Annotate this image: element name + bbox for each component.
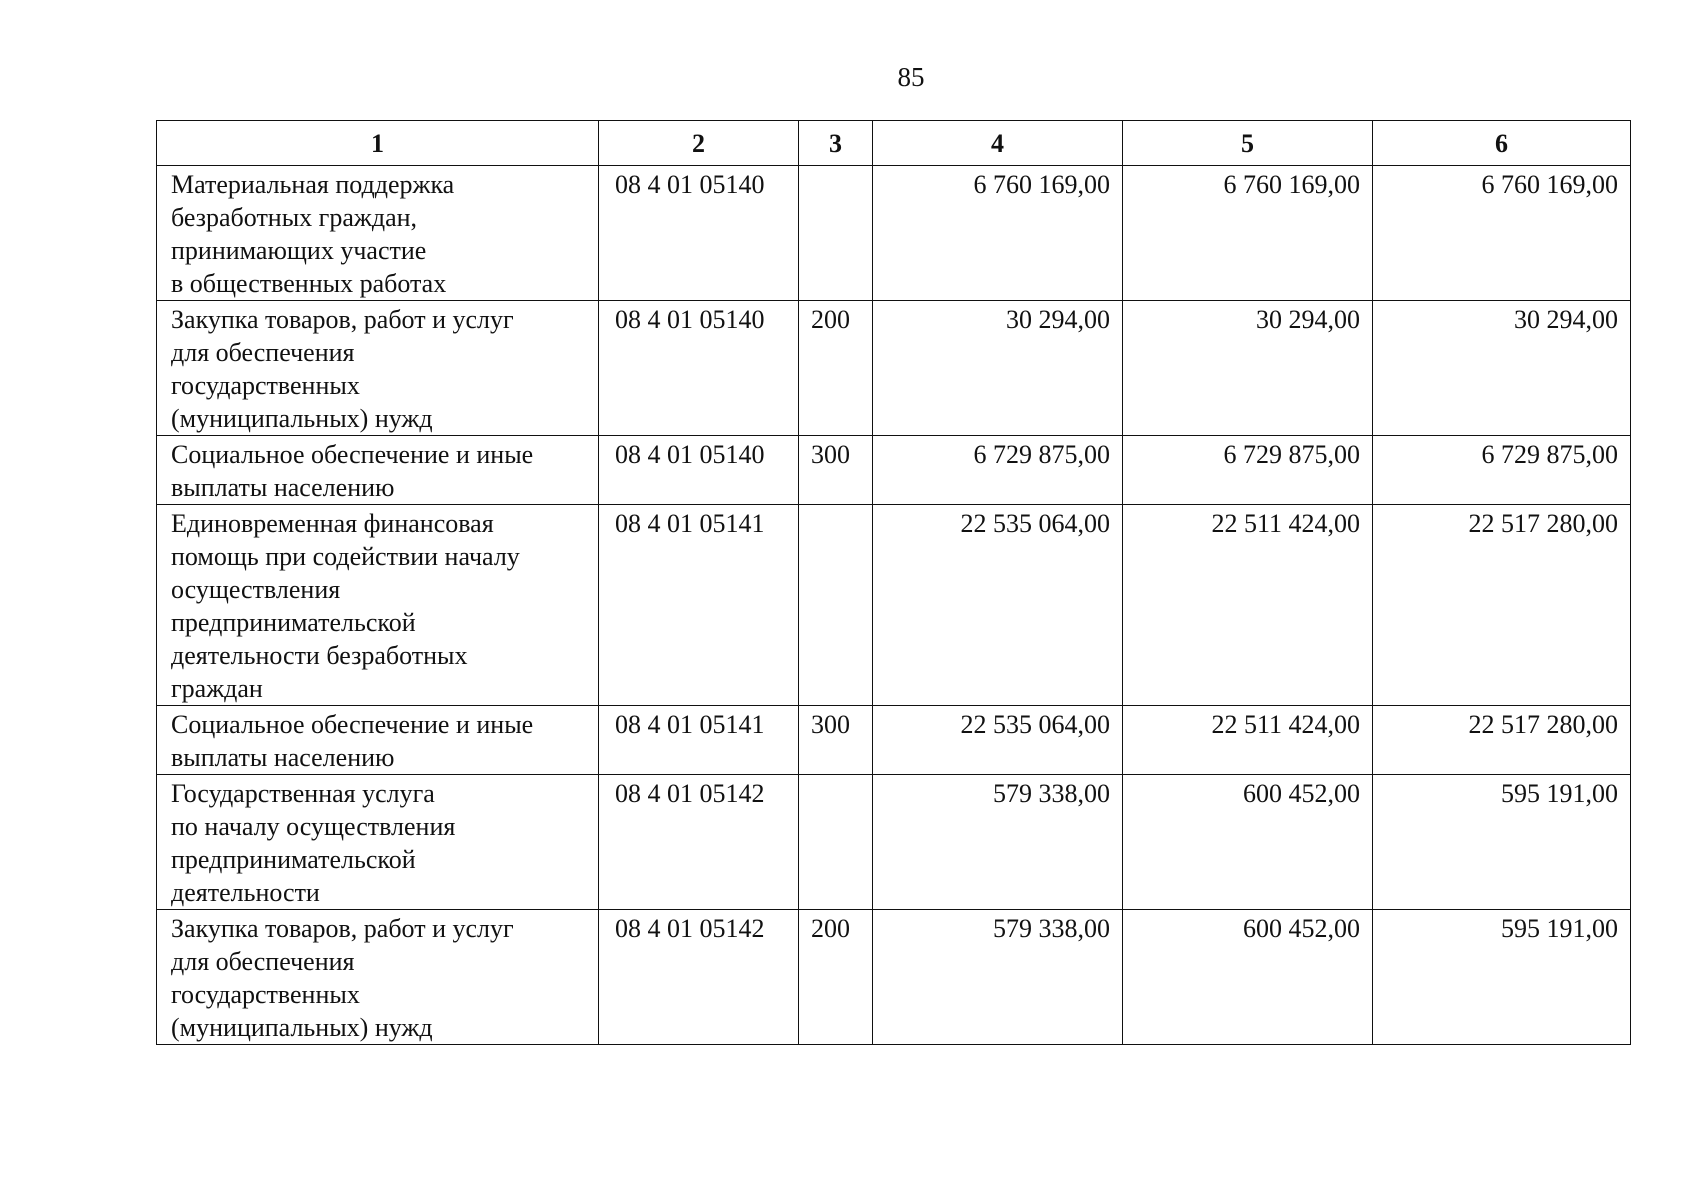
row-name-line: в общественных работах bbox=[171, 269, 447, 298]
table-row bbox=[157, 436, 1631, 505]
row-name-line: для обеспечения bbox=[171, 338, 355, 367]
row-value-6-cell: 6 760 169,00 bbox=[1373, 166, 1631, 301]
row-name-cell bbox=[157, 505, 599, 706]
row-name-line: Закупка товаров, работ и услуг bbox=[171, 305, 514, 334]
row-name-line: выплаты населению bbox=[171, 473, 395, 502]
row-type-cell bbox=[799, 775, 873, 910]
page-number: 85 bbox=[897, 62, 925, 92]
table-row bbox=[157, 301, 1631, 436]
row-value-6-cell: 6 729 875,00 bbox=[1373, 436, 1631, 505]
table-row bbox=[157, 505, 1631, 706]
row-value-6-cell: 30 294,00 bbox=[1373, 301, 1631, 436]
row-type-cell bbox=[799, 166, 873, 301]
column-header: 2 bbox=[599, 121, 799, 166]
row-name-line: Закупка товаров, работ и услуг bbox=[171, 914, 514, 943]
column-header: 3 bbox=[799, 121, 873, 166]
row-name-line: предпринимательской bbox=[171, 845, 416, 874]
row-name-line: помощь при содействии началу bbox=[171, 542, 520, 571]
row-name-cell bbox=[157, 910, 599, 1045]
row-name-line: (муниципальных) нужд bbox=[171, 404, 433, 433]
row-value-5-cell: 22 511 424,00 bbox=[1123, 505, 1373, 706]
row-value-6-cell: 595 191,00 bbox=[1373, 775, 1631, 910]
row-name-line: деятельности bbox=[171, 878, 320, 907]
row-name-line: граждан bbox=[171, 674, 263, 703]
row-value-5-cell: 600 452,00 bbox=[1123, 910, 1373, 1045]
row-name-line: Социальное обеспечение и иные bbox=[171, 440, 534, 469]
row-value-4-cell: 579 338,00 bbox=[873, 910, 1123, 1045]
table-row bbox=[157, 166, 1631, 301]
row-name-line: Государственная услуга bbox=[171, 779, 435, 808]
row-code-cell: 08 4 01 05140 bbox=[599, 436, 799, 505]
row-code-cell: 08 4 01 05141 bbox=[599, 706, 799, 775]
row-value-6-cell: 22 517 280,00 bbox=[1373, 706, 1631, 775]
row-name-line: по началу осуществления bbox=[171, 812, 456, 841]
row-value-5-cell: 30 294,00 bbox=[1123, 301, 1373, 436]
row-name-line: государственных bbox=[171, 371, 360, 400]
row-name-line: деятельности безработных bbox=[171, 641, 468, 670]
row-name-line: Единовременная финансовая bbox=[171, 509, 494, 538]
row-value-4-cell: 30 294,00 bbox=[873, 301, 1123, 436]
row-type-cell: 200 bbox=[799, 910, 873, 1045]
row-value-5-cell: 22 511 424,00 bbox=[1123, 706, 1373, 775]
table-row bbox=[157, 910, 1631, 1045]
row-name-line: государственных bbox=[171, 980, 360, 1009]
table-row bbox=[157, 706, 1631, 775]
budget-table bbox=[156, 120, 1631, 1045]
row-code-cell: 08 4 01 05142 bbox=[599, 910, 799, 1045]
row-name-line: Материальная поддержка bbox=[171, 170, 455, 199]
row-name-line: принимающих участие bbox=[171, 236, 427, 265]
row-name-cell bbox=[157, 706, 599, 775]
row-code-cell: 08 4 01 05140 bbox=[599, 166, 799, 301]
row-type-cell bbox=[799, 505, 873, 706]
table-row bbox=[157, 775, 1631, 910]
row-name-line: безработных граждан, bbox=[171, 203, 418, 232]
table-header-row bbox=[157, 121, 1631, 166]
row-name-line: (муниципальных) нужд bbox=[171, 1013, 433, 1042]
row-name-line: осуществления bbox=[171, 575, 341, 604]
row-name-cell bbox=[157, 301, 599, 436]
row-name-cell bbox=[157, 436, 599, 505]
row-type-cell: 300 bbox=[799, 436, 873, 505]
row-value-4-cell: 6 760 169,00 bbox=[873, 166, 1123, 301]
row-value-6-cell: 595 191,00 bbox=[1373, 910, 1631, 1045]
row-code-cell: 08 4 01 05141 bbox=[599, 505, 799, 706]
row-type-cell: 300 bbox=[799, 706, 873, 775]
column-header: 4 bbox=[873, 121, 1123, 166]
row-type-cell: 200 bbox=[799, 301, 873, 436]
row-name-cell bbox=[157, 775, 599, 910]
row-value-4-cell: 22 535 064,00 bbox=[873, 505, 1123, 706]
row-value-5-cell: 6 729 875,00 bbox=[1123, 436, 1373, 505]
row-name-line: предпринимательской bbox=[171, 608, 416, 637]
column-header: 6 bbox=[1373, 121, 1631, 166]
row-value-4-cell: 22 535 064,00 bbox=[873, 706, 1123, 775]
row-value-4-cell: 579 338,00 bbox=[873, 775, 1123, 910]
row-code-cell: 08 4 01 05142 bbox=[599, 775, 799, 910]
row-value-4-cell: 6 729 875,00 bbox=[873, 436, 1123, 505]
column-header: 5 bbox=[1123, 121, 1373, 166]
row-value-6-cell: 22 517 280,00 bbox=[1373, 505, 1631, 706]
column-header: 1 bbox=[157, 121, 599, 166]
row-name-cell bbox=[157, 166, 599, 301]
row-name-line: Социальное обеспечение и иные bbox=[171, 710, 534, 739]
row-name-line: выплаты населению bbox=[171, 743, 395, 772]
row-value-5-cell: 6 760 169,00 bbox=[1123, 166, 1373, 301]
row-value-5-cell: 600 452,00 bbox=[1123, 775, 1373, 910]
row-name-line: для обеспечения bbox=[171, 947, 355, 976]
row-code-cell: 08 4 01 05140 bbox=[599, 301, 799, 436]
